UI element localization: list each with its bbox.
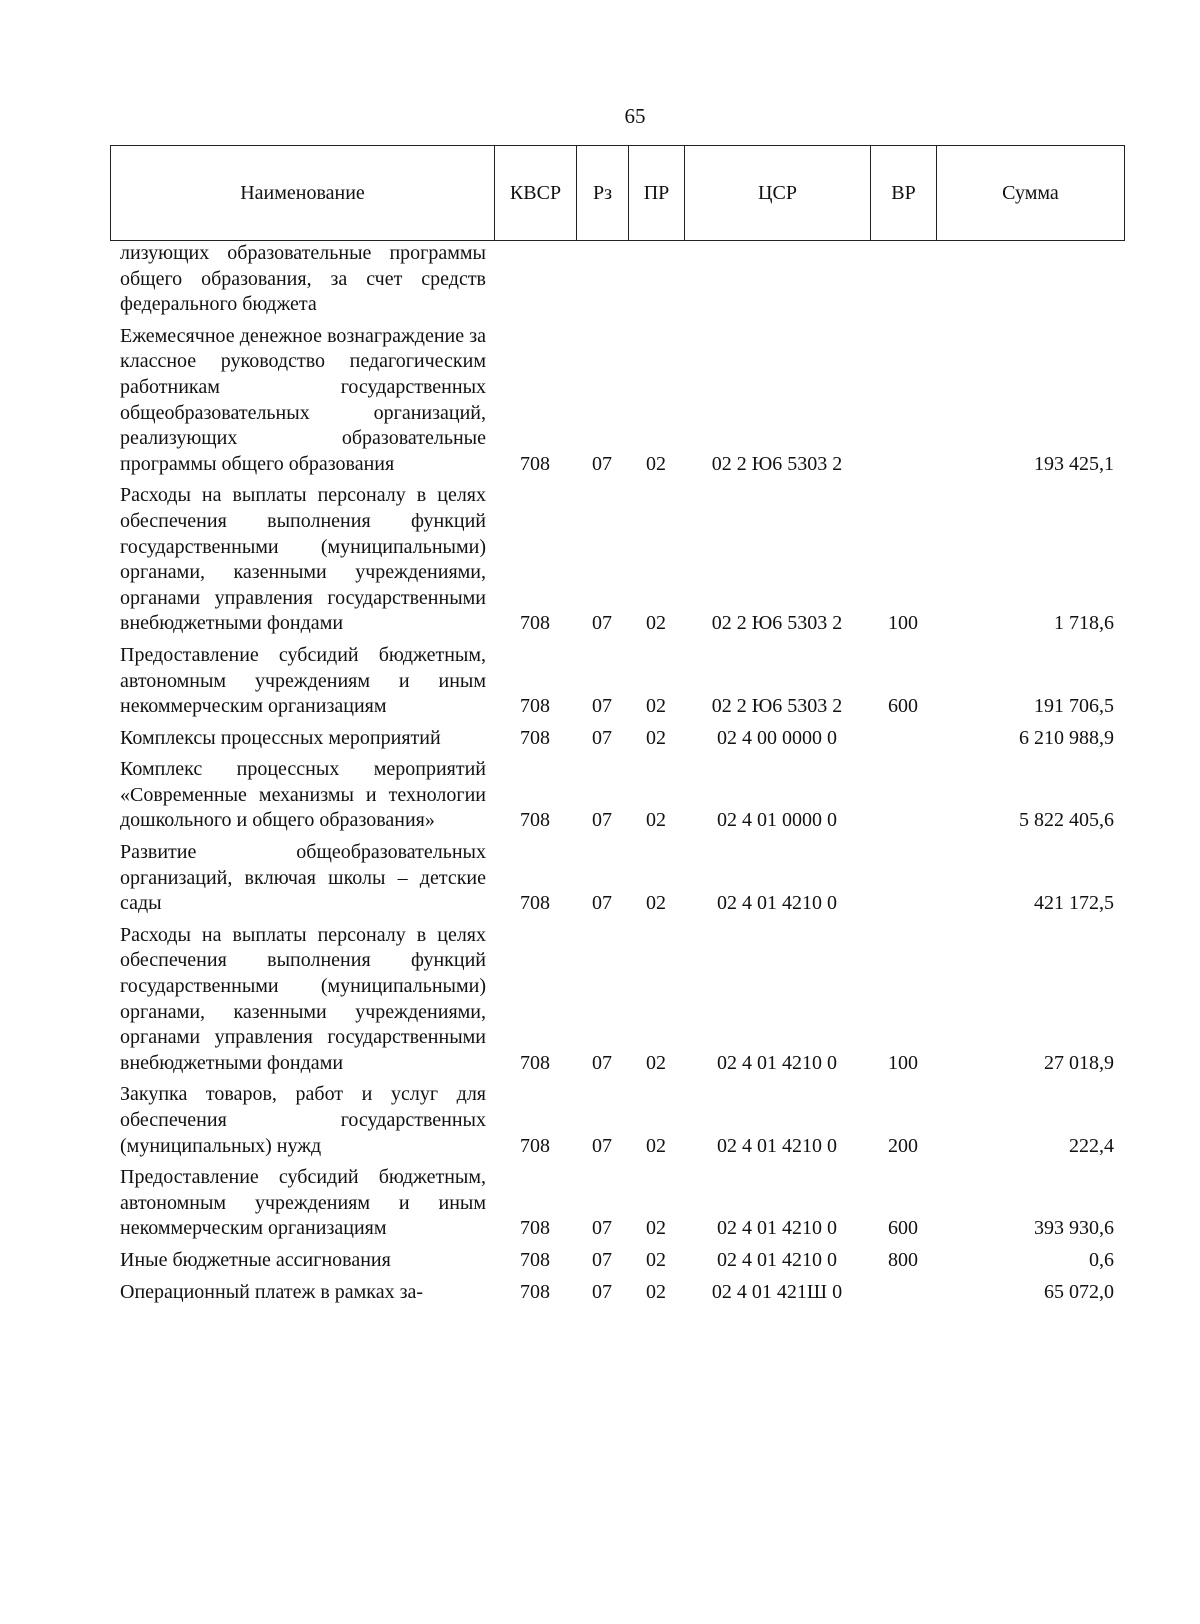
row-pr: 02: [646, 612, 666, 635]
table-row: [110, 324, 1124, 484]
row-csr: 02 4 01 0000 0: [717, 809, 837, 832]
row-pr: 02: [646, 1134, 666, 1157]
budget-table: [110, 241, 1124, 1311]
table-row: [110, 726, 1124, 758]
row-kvsr: [494, 241, 576, 324]
row-name: Операционный платеж в рамках за-: [120, 1280, 424, 1303]
row-kvsr: 708: [520, 1280, 550, 1303]
row-vr: 100: [888, 1051, 918, 1074]
row-csr: 02 4 01 4210 0: [717, 1217, 837, 1240]
row-rz: 07: [592, 695, 612, 718]
table-row: [110, 1165, 1124, 1248]
row-pr: 02: [646, 809, 666, 832]
row-csr: 02 4 01 4210 0: [717, 1051, 837, 1074]
row-csr: 02 2 Ю6 5303 2: [711, 452, 843, 475]
row-csr: 02 2 Ю6 5303 2: [711, 695, 843, 718]
row-kvsr: 708: [520, 892, 550, 915]
row-rz: 07: [592, 892, 612, 915]
row-vr: [870, 757, 936, 840]
row-rz: [576, 241, 628, 324]
row-rz: 07: [592, 1134, 612, 1157]
row-name: Иные бюджетные ассигнования: [120, 1248, 391, 1271]
row-vr: 200: [888, 1134, 918, 1157]
row-pr: 02: [646, 1280, 666, 1303]
row-kvsr: 708: [520, 695, 550, 718]
row-kvsr: 708: [520, 726, 550, 749]
row-kvsr: 708: [520, 1134, 550, 1157]
table-row: [110, 643, 1124, 726]
row-sum: 65 072,0: [1044, 1280, 1114, 1303]
row-name: Комплекс процессных мероприятий «Современные механизмы и технологии дошкольного и общего образования»: [120, 758, 486, 832]
row-pr: 02: [646, 452, 666, 475]
header-pr: ПР: [629, 146, 685, 241]
table-row: [110, 1280, 1124, 1312]
row-name: Предоставление субсидий бюджетным, автономным учреждениям и иным некоммерческим организациям: [120, 1166, 486, 1240]
row-sum: 393 930,6: [1034, 1217, 1114, 1240]
table-row: [110, 1248, 1124, 1280]
row-vr: [870, 840, 936, 923]
row-rz: 07: [592, 726, 612, 749]
table-row: [110, 241, 1124, 324]
row-name: Предоставление субсидий бюджетным, автономным учреждениям и иным некоммерческим организациям: [120, 643, 486, 718]
row-name: Развитие общеобразовательных организаций, включая школы – детские сады: [120, 841, 486, 915]
row-sum: 6 210 988,9: [1019, 726, 1114, 749]
row-pr: 02: [646, 695, 666, 718]
header-csr: ЦСР: [685, 146, 871, 241]
row-kvsr: 708: [520, 452, 550, 475]
row-name: лизующих образовательные программы общего образования, за счет средств федерального бюджета: [120, 242, 486, 316]
page-number: 65: [624, 104, 646, 128]
row-rz: 07: [592, 1217, 612, 1240]
row-sum: [936, 241, 1124, 324]
row-pr: 02: [646, 1051, 666, 1074]
row-vr: 600: [888, 695, 918, 718]
row-csr: 02 4 00 0000 0: [717, 726, 837, 749]
row-rz: 07: [592, 452, 612, 475]
row-name: Комплексы процессных мероприятий: [120, 726, 441, 749]
row-csr: 02 4 01 4210 0: [717, 1134, 837, 1157]
table-row: [110, 923, 1124, 1083]
row-kvsr: 708: [520, 612, 550, 635]
row-rz: 07: [592, 1051, 612, 1074]
row-rz: 07: [592, 809, 612, 832]
header-sum: Сумма: [937, 146, 1125, 241]
row-kvsr: 708: [520, 1248, 550, 1271]
row-name: Расходы на выплаты персоналу в целях обеспечения выполнения функций государственными (муниципальными) органами, казенными учреждениями, органами управления государственными внебюджетными фондами: [120, 923, 486, 1074]
table-row: [110, 1082, 1124, 1165]
row-kvsr: 708: [520, 1217, 550, 1240]
row-vr: 600: [888, 1217, 918, 1240]
row-sum: 421 172,5: [1034, 892, 1114, 915]
table-row: [110, 757, 1124, 840]
table-row: [110, 483, 1124, 643]
row-sum: 5 822 405,6: [1019, 809, 1114, 832]
row-pr: 02: [646, 1248, 666, 1271]
row-kvsr: 708: [520, 809, 550, 832]
row-vr: [870, 726, 936, 758]
row-vr: [870, 1280, 936, 1312]
row-sum: 0,6: [1089, 1248, 1114, 1271]
header-kvsr: КВСР: [495, 146, 577, 241]
row-pr: 02: [646, 892, 666, 915]
row-name: Расходы на выплаты персоналу в целях обеспечения выполнения функций государственными (муниципальными) органами, казенными учреждениями, органами управления государственными внебюджетными фондами: [120, 484, 486, 635]
row-pr: 02: [646, 726, 666, 749]
row-rz: 07: [592, 1280, 612, 1303]
table-header: [110, 145, 1125, 241]
row-csr: 02 4 01 4210 0: [717, 1248, 837, 1271]
row-vr: [870, 324, 936, 484]
row-sum: 222,4: [1069, 1134, 1114, 1157]
row-vr: 800: [888, 1248, 918, 1271]
row-kvsr: 708: [520, 1051, 550, 1074]
header-name: Наименование: [111, 146, 495, 241]
row-vr: [870, 241, 936, 324]
row-csr: [684, 241, 870, 324]
row-pr: [628, 241, 684, 324]
row-csr: 02 4 01 421Ш 0: [711, 1280, 843, 1303]
row-name: Ежемесячное денежное вознаграждение за классное руководство педагогическим работникам государственных общеобразовательных организаций, реализующих образовательные программы общего образования: [120, 324, 486, 475]
row-rz: 07: [592, 612, 612, 635]
row-sum: 193 425,1: [1034, 452, 1114, 475]
row-name: Закупка товаров, работ и услуг для обеспечения государственных (муниципальных) нужд: [120, 1083, 486, 1157]
header-vr: ВР: [871, 146, 937, 241]
row-csr: 02 4 01 4210 0: [717, 892, 837, 915]
row-vr: 100: [888, 612, 918, 635]
row-sum: 1 718,6: [1054, 612, 1114, 635]
row-pr: 02: [646, 1217, 666, 1240]
table-row: [110, 840, 1124, 923]
row-sum: 27 018,9: [1044, 1051, 1114, 1074]
row-sum: 191 706,5: [1034, 695, 1114, 718]
header-rz: Рз: [577, 146, 629, 241]
row-csr: 02 2 Ю6 5303 2: [711, 612, 843, 635]
row-rz: 07: [592, 1248, 612, 1271]
